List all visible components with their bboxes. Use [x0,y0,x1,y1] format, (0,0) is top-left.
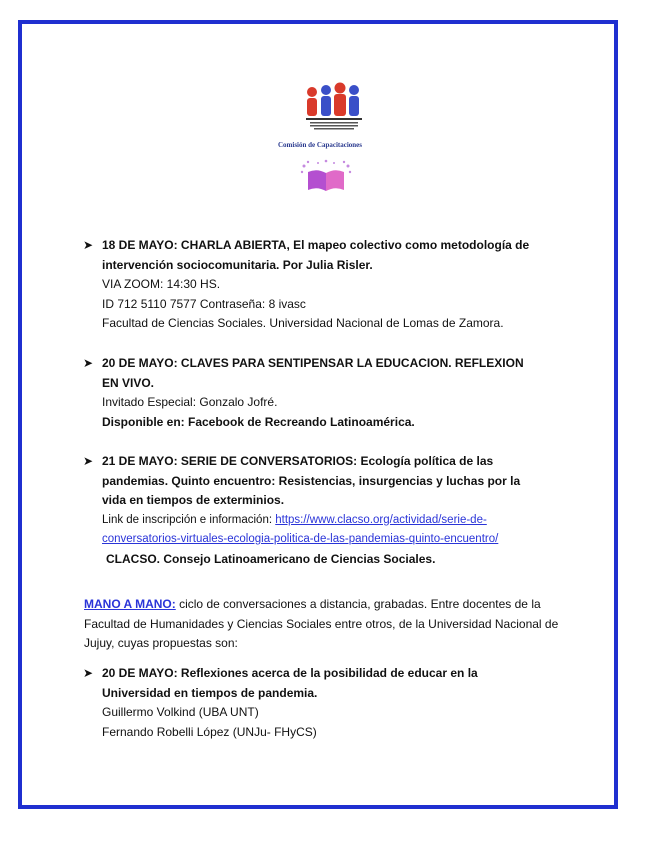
mano-item-speaker: Guillermo Volkind (UBA UNT) [102,705,259,719]
event-org: CLACSO. Consejo Latinoamericano de Ciencias Sociales. [106,551,436,566]
mano-text: ciclo de conversaciones a distancia, grabadas. Entre docentes de la Facultad de Humanidades y Ciencias Sociales entre otros, de la Universidad Nacional de Jujuy, cuyas propuestas son: [84,597,559,650]
link-label: Link de inscripción e información: [102,513,276,526]
event-link-row [102,511,542,531]
event-item-2 [83,354,542,432]
bullet-arrow-icon: ➤ [83,454,94,468]
event-title: 21 DE MAYO: SERIE DE CONVERSATORIOS: Ecología política de las pandemias. Quinto encuentro: Resistencias, insurgencias y luchas por la vida en tiempos de exterminios. [102,454,521,507]
event-detail: Disponible en: Facebook de Recreando Latinoamérica. [102,414,415,429]
mano-item-title: 20 DE MAYO: Reflexiones acerca de la posibilidad de educar en la Universidad en tiempos de pandemia. [102,666,478,700]
registration-link[interactable]: https://www.clacso.org/actividad/serie-de- [275,513,487,526]
org-name: Comisión de Capacitaciones [278,141,362,149]
bullet-arrow-icon: ➤ [83,356,94,370]
event-item-1 [83,236,552,334]
event-detail: VIA ZOOM: 14:30 HS. [102,277,221,291]
mano-label: MANO A MANO: [84,597,176,611]
bullet-arrow-icon: ➤ [83,666,94,680]
people-logo-icon [300,82,390,140]
open-book-icon [298,158,354,196]
event-title: 20 DE MAYO: CLAVES PARA SENTIPENSAR LA EDUCACION. REFLEXION EN VIVO. [102,356,524,390]
mano-item [83,664,532,742]
event-title: 18 DE MAYO: CHARLA ABIERTA, El mapeo colectivo como metodología de intervención sociocomunitaria. Por Julia Risler. [102,238,530,272]
event-item-3 [83,452,542,569]
event-detail: Invitado Especial: Gonzalo Jofré. [102,395,278,409]
event-detail: ID 712 5110 7577 Contraseña: 8 ivasc [102,296,306,311]
mano-item-speaker: Fernando Robelli López (UNJu- FHyCS) [102,724,317,739]
mano-paragraph [84,595,564,654]
bullet-arrow-icon: ➤ [83,238,94,252]
event-detail: Facultad de Ciencias Sociales. Universidad Nacional de Lomas de Zamora. [102,316,504,330]
registration-link-cont[interactable]: conversatorios-virtuales-ecologia-politica-de-las-pandemias-quinto-encuentro/ [102,533,499,545]
